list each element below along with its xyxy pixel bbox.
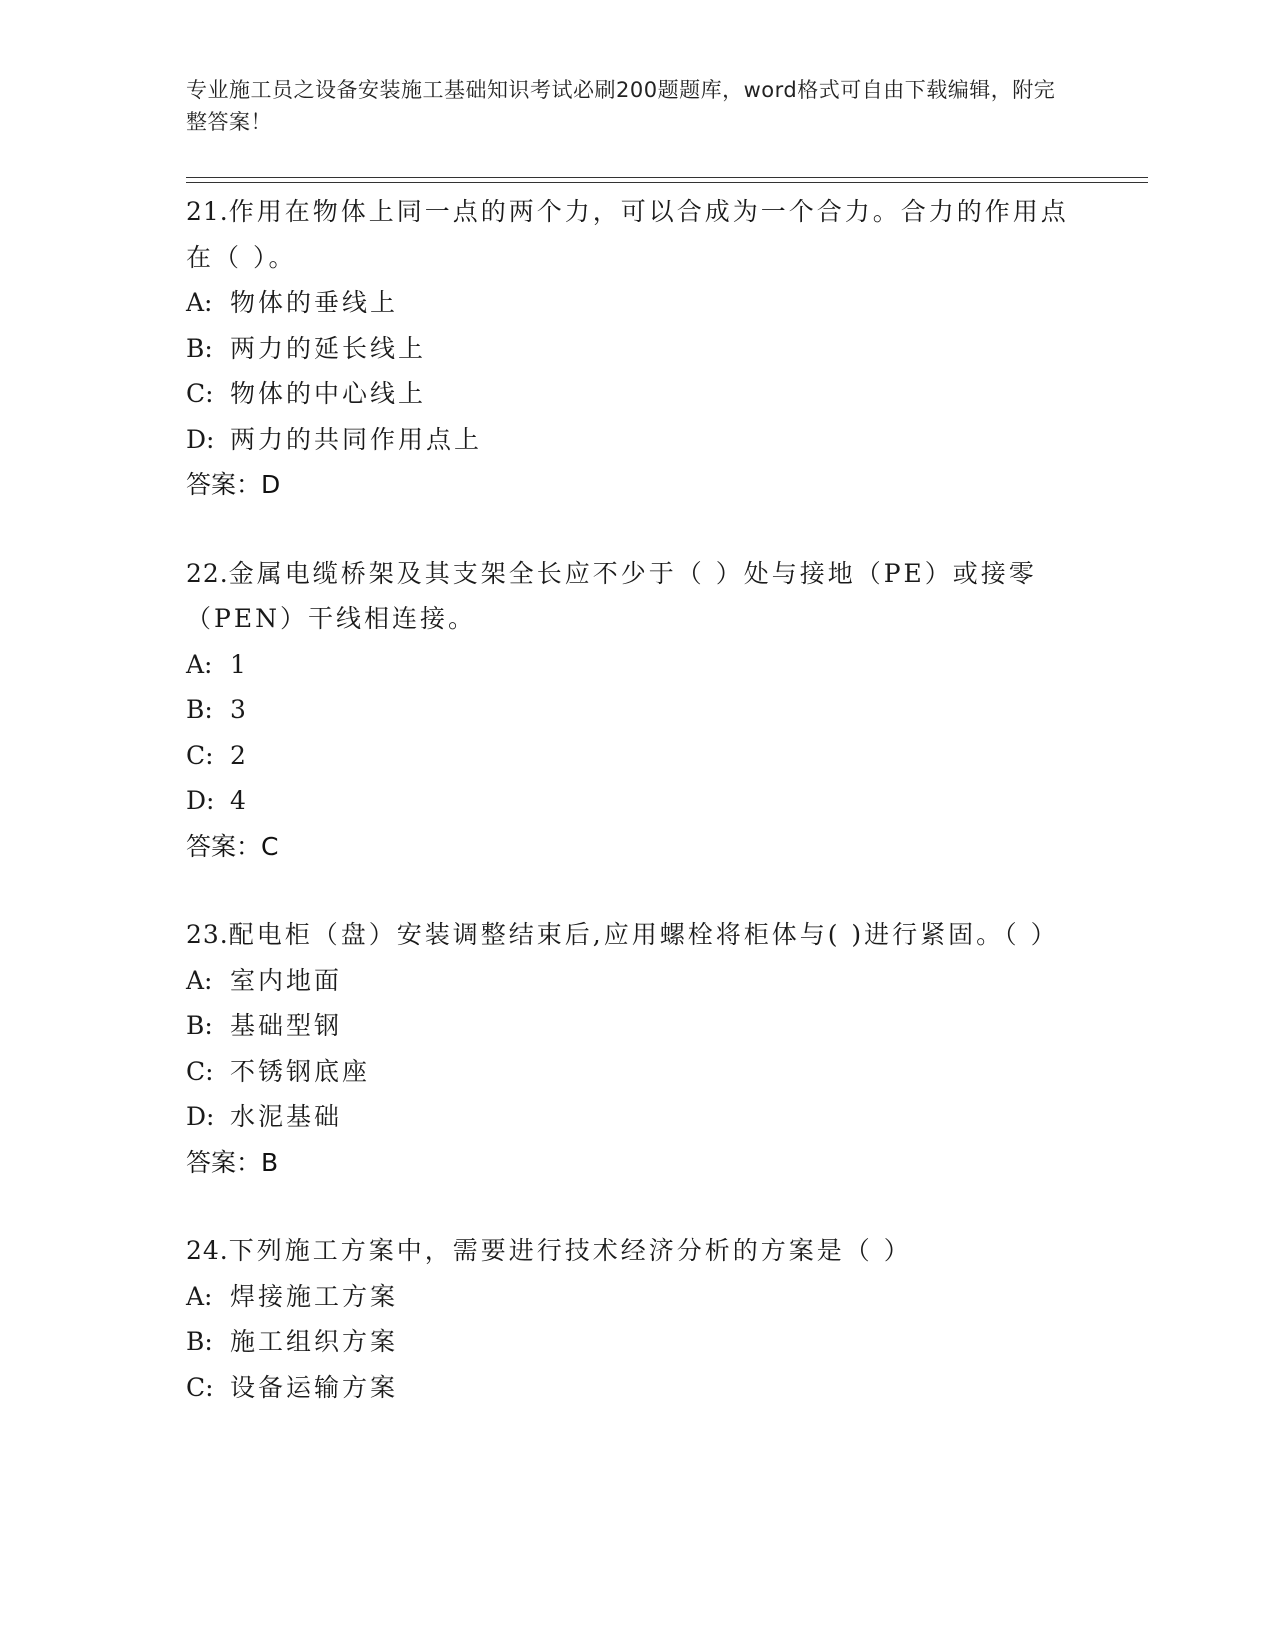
option-d	[186, 1094, 1086, 1140]
question-number: 21.	[186, 197, 229, 226]
option-key: B:	[186, 695, 213, 724]
header-rule-bottom	[186, 182, 1148, 183]
option-a	[186, 280, 1086, 326]
option-c	[186, 1049, 1086, 1095]
answer-line	[186, 1140, 1086, 1186]
option-text: 水泥基础	[230, 1102, 343, 1131]
option-key: C:	[186, 740, 214, 770]
option-text: 2	[230, 740, 249, 770]
option-b	[186, 687, 1086, 733]
question-text: 作用在物体上同一点的两个力，可以合成为一个合力。合力的作用点在（ ）。	[186, 197, 1069, 272]
answer-value: C	[261, 831, 279, 861]
question-stem	[186, 912, 1086, 958]
question-stem	[186, 551, 1086, 642]
question-text: 配电柜（盘）安装调整结束后,应用螺栓将柜体与( )进行紧固。（ ）	[228, 920, 1059, 949]
option-d	[186, 417, 1086, 463]
option-text: 物体的垂线上	[230, 288, 399, 317]
option-key: A:	[186, 288, 213, 317]
option-d	[186, 778, 1086, 824]
answer-label: 答案：	[186, 470, 262, 499]
option-key: D:	[186, 786, 215, 815]
option-key: C:	[186, 379, 214, 408]
question-24	[186, 1228, 1086, 1410]
option-a	[186, 958, 1086, 1004]
option-a	[186, 1274, 1086, 1320]
question-number: 23.	[186, 920, 229, 949]
header-rule-top	[186, 177, 1148, 178]
option-key: B:	[186, 1327, 213, 1356]
option-c	[186, 733, 1086, 779]
option-key: D:	[186, 1102, 215, 1131]
option-key: B:	[186, 333, 213, 363]
answer-line	[186, 824, 1086, 870]
option-text: 1	[230, 649, 249, 679]
answer-value: B	[261, 1147, 279, 1177]
option-text: 不锈钢底座	[230, 1056, 371, 1086]
option-text: 两力的共同作用点上	[230, 424, 483, 454]
option-text: 3	[230, 695, 249, 724]
question-stem	[186, 1228, 1086, 1274]
answer-label: 答案：	[186, 831, 262, 861]
document-header: 专业施工员之设备安装施工基础知识考试必刷200题题库，word格式可自由下载编辑，附完整答案！	[186, 78, 1056, 134]
question-number: 24.	[186, 1236, 229, 1265]
option-text: 两力的延长线上	[230, 333, 427, 363]
answer-label: 答案：	[186, 1147, 262, 1177]
option-key: A:	[186, 965, 213, 995]
option-text: 4	[230, 786, 249, 815]
option-text: 室内地面	[230, 965, 343, 995]
question-22	[186, 551, 1086, 870]
question-21	[186, 189, 1086, 508]
option-c	[186, 1365, 1086, 1411]
option-key: B:	[186, 1011, 213, 1040]
option-key: C:	[186, 1056, 214, 1086]
question-text: 下列施工方案中，需要进行技术经济分析的方案是（ ）	[228, 1236, 912, 1265]
question-23	[186, 912, 1086, 1185]
question-list	[186, 189, 1086, 1453]
option-b	[186, 1319, 1086, 1365]
option-text: 设备运输方案	[230, 1372, 399, 1402]
question-number: 22.	[186, 558, 229, 588]
option-key: A:	[186, 649, 213, 679]
option-text: 焊接施工方案	[230, 1281, 399, 1311]
question-stem	[186, 189, 1086, 280]
answer-value: D	[261, 470, 281, 499]
option-text: 物体的中心线上	[230, 379, 427, 408]
option-a	[186, 642, 1086, 688]
answer-line	[186, 462, 1086, 508]
option-b	[186, 1003, 1086, 1049]
option-b	[186, 326, 1086, 372]
option-text: 施工组织方案	[230, 1327, 399, 1356]
question-text: 金属电缆桥架及其支架全长应不少于（ ）处与接地（PE）或接零（PEN）干线相连接。	[186, 558, 1037, 633]
option-text: 基础型钢	[230, 1011, 343, 1040]
option-c	[186, 371, 1086, 417]
option-key: C:	[186, 1372, 214, 1402]
option-key: A:	[186, 1281, 213, 1311]
option-key: D:	[186, 424, 215, 454]
